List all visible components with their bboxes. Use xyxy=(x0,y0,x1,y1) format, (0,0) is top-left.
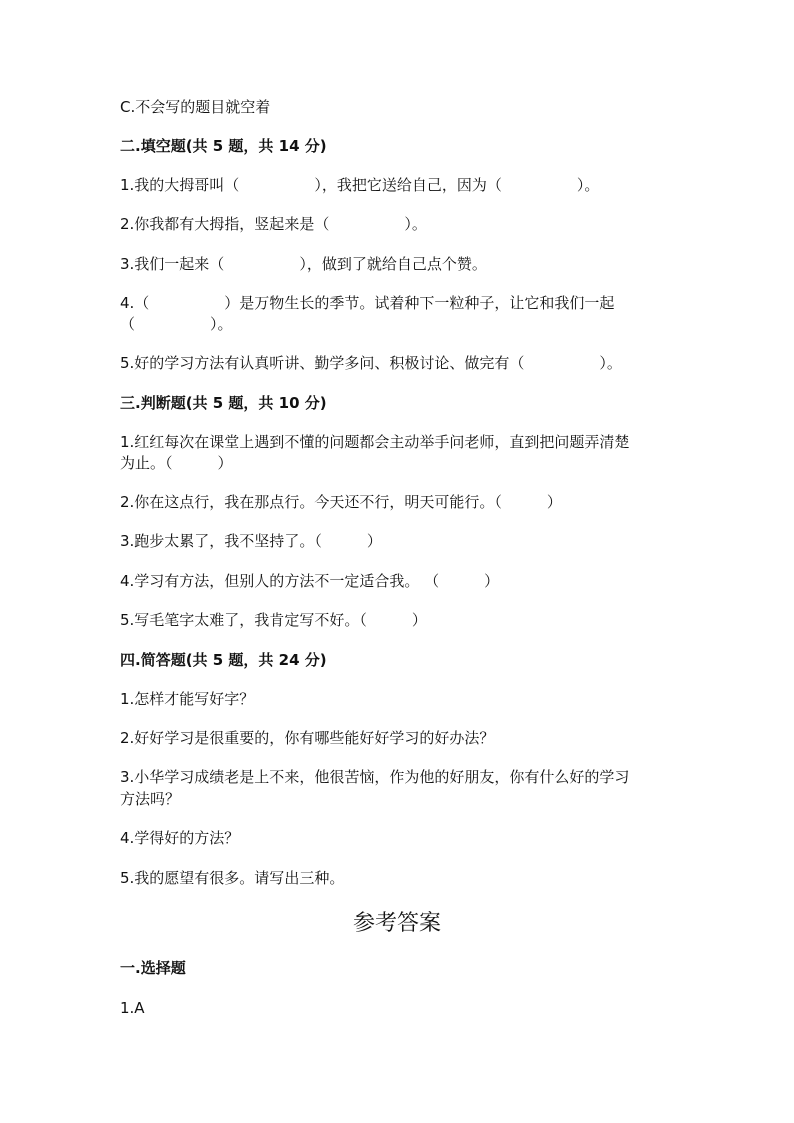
true-false-question-3: 3.跑步太累了，我不坚持了。（ ） xyxy=(120,532,382,550)
section-heading-fill-in: 二.填空题(共 5 题，共 14 分) xyxy=(120,137,327,155)
true-false-question-1-continued: 为止。（ ） xyxy=(120,454,233,472)
fill-in-question-3: 3.我们一起来（ ），做到了就给自己点个赞。 xyxy=(120,255,487,273)
short-answer-question-5: 5.我的愿望有很多。请写出三种。 xyxy=(120,869,345,887)
fill-in-question-4-continued: （ ）。 xyxy=(120,315,233,333)
short-answer-question-3-continued: 方法吗？ xyxy=(120,790,181,808)
answer-item-1: 1.A xyxy=(120,999,145,1017)
true-false-question-1: 1.红红每次在课堂上遇到不懂的问题都会主动举手问老师，直到把问题弄清楚 xyxy=(120,433,630,451)
option-c: C.不会写的题目就空着 xyxy=(120,98,271,116)
section-heading-short-answer: 四.简答题(共 5 题，共 24 分) xyxy=(120,651,327,669)
fill-in-question-5: 5.好的学习方法有认真听讲、勤学多问、积极讨论、做完有（ ）。 xyxy=(120,354,622,372)
section-heading-true-false: 三.判断题(共 5 题，共 10 分) xyxy=(120,394,327,412)
true-false-question-4: 4.学习有方法，但别人的方法不一定适合我。 （ ） xyxy=(120,572,500,590)
true-false-question-2: 2.你在这点行，我在那点行。今天还不行，明天可能行。（ ） xyxy=(120,493,562,511)
fill-in-question-2: 2.你我都有大拇指，竖起来是（ ）。 xyxy=(120,215,427,233)
short-answer-question-3: 3.小华学习成绩老是上不来，他很苦恼，作为他的好朋友，你有什么好的学习 xyxy=(120,768,630,786)
short-answer-question-1: 1.怎样才能写好字？ xyxy=(120,690,255,708)
fill-in-question-1: 1.我的大拇哥叫（ ），我把它送给自己，因为（ ）。 xyxy=(120,176,600,194)
short-answer-question-2: 2.好好学习是很重要的，你有哪些能好好学习的好办法？ xyxy=(120,729,495,747)
fill-in-question-4: 4.（ ）是万物生长的季节。试着种下一粒种子，让它和我们一起 xyxy=(120,294,615,312)
answer-section-heading-multiple-choice: 一.选择题 xyxy=(120,959,186,977)
answer-key-title: 参考答案 xyxy=(352,911,441,936)
short-answer-question-4: 4.学得好的方法？ xyxy=(120,829,240,847)
true-false-question-5: 5.写毛笔字太难了，我肯定写不好。（ ） xyxy=(120,611,427,629)
